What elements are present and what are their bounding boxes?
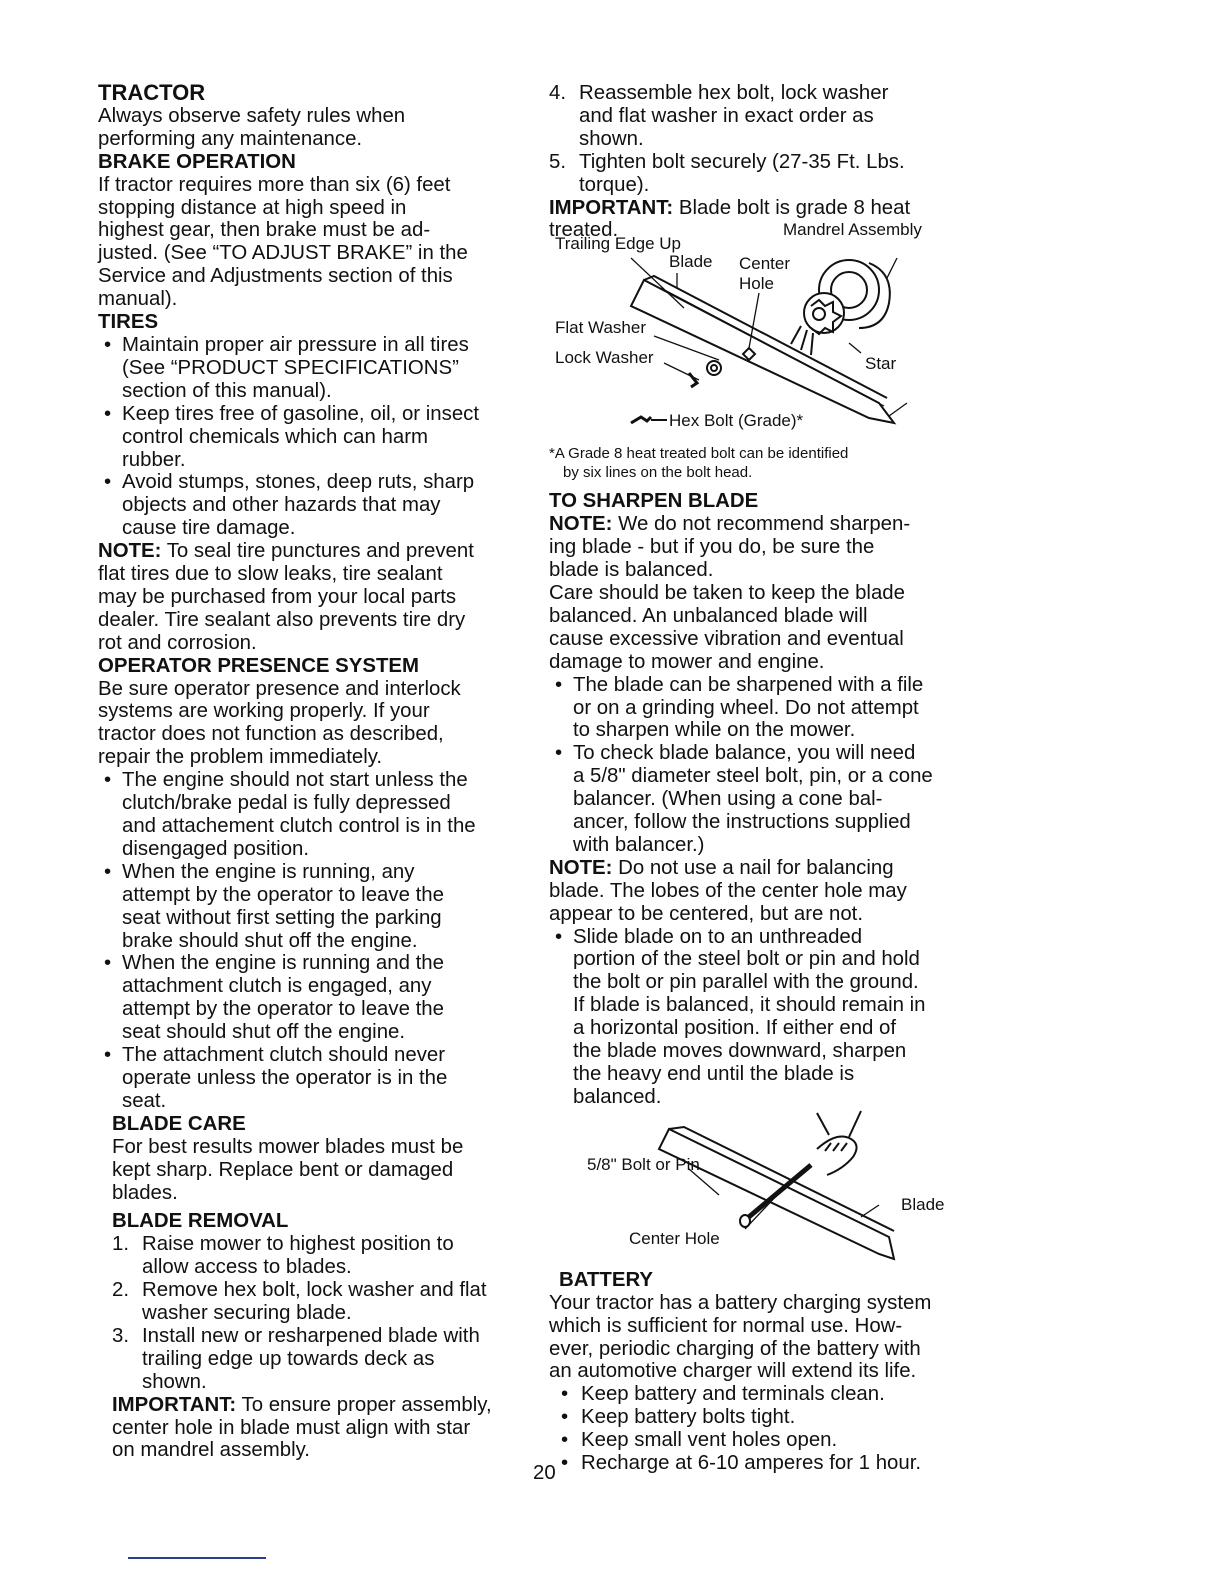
label-lock-washer: Lock Washer xyxy=(555,348,654,368)
paragraph-line: ever, periodic charging of the battery with xyxy=(549,1337,921,1360)
ops-bullet xyxy=(98,815,538,838)
paragraph-line: manual). xyxy=(98,288,178,311)
sharpen-bullet-text: a 5/8" diameter steel bolt, pin, or a cone xyxy=(573,765,933,788)
bullet-dot: • xyxy=(561,1383,569,1406)
assembly-step-text: torque). xyxy=(579,173,650,196)
tires-bullet xyxy=(98,494,538,517)
slide-bullet xyxy=(549,1017,989,1040)
removal-step-text: allow access to blades. xyxy=(142,1256,352,1279)
sharpen-bullet-text: to sharpen while on the mower. xyxy=(573,719,856,742)
section-heading-battery: BATTERY xyxy=(559,1268,654,1291)
sharpen-bullet xyxy=(549,742,989,765)
tires-note-line: flat tires due to slow leaks, tire sealant xyxy=(98,563,443,586)
ops-bullet-text: seat without first setting the parking xyxy=(122,906,442,929)
removal-step-text: trailing edge up towards deck as xyxy=(142,1347,435,1370)
tires-note-label: NOTE: xyxy=(98,540,162,563)
tires-note-line: may be purchased from your local parts xyxy=(98,585,457,608)
tires-bullet-text: Avoid stumps, stones, deep ruts, sharp xyxy=(122,471,475,494)
slide-bullet-text: portion of the steel bolt or pin and hold xyxy=(573,948,920,971)
assembly-step xyxy=(549,82,989,105)
sharpen-bullet-text: balancer. (When using a cone bal- xyxy=(573,788,883,811)
right-column xyxy=(549,82,989,1475)
battery-bullet-text: Keep small vent holes open. xyxy=(581,1429,838,1452)
paragraph-line: which is sufficient for normal use. How- xyxy=(549,1314,903,1337)
removal-steps xyxy=(98,1233,538,1393)
section-heading-blade-removal: BLADE REMOVAL xyxy=(112,1210,289,1233)
nail-note-label: NOTE: xyxy=(549,856,613,879)
battery-bullet xyxy=(549,1429,989,1452)
paragraph-line: blades. xyxy=(112,1181,178,1204)
battery-bullet xyxy=(549,1406,989,1429)
tires-note-text: To seal tire punctures and prevent xyxy=(161,540,474,563)
paragraph-line: For best results mower blades must be xyxy=(112,1135,464,1158)
paragraph-line: repair the problem immediately. xyxy=(98,746,383,769)
step-number: 3. xyxy=(112,1324,130,1347)
slide-bullet-text: the blade moves downward, sharpen xyxy=(573,1040,907,1063)
ops-bullet xyxy=(98,769,538,792)
ops-bullet-text: The attachment clutch should never xyxy=(122,1044,446,1067)
tires-bullet xyxy=(98,517,538,540)
sharpen-bullet xyxy=(549,788,989,811)
removal-step-text: Raise mower to highest position to xyxy=(142,1233,454,1256)
important-note-text: To ensure proper assembly, xyxy=(236,1393,492,1416)
battery-bullet-text: Keep battery and terminals clean. xyxy=(581,1383,885,1406)
step-number: 5. xyxy=(549,150,567,173)
ops-bullet-text: The engine should not start unless the xyxy=(122,769,468,792)
bullet-dot: • xyxy=(104,769,112,792)
paragraph-line: tractor does not function as described, xyxy=(98,723,444,746)
sharpen-bullet xyxy=(549,834,989,857)
ops-bullet-text: seat should shut off the engine. xyxy=(122,1021,406,1044)
bullet-dot: • xyxy=(555,742,563,765)
ops-bullet xyxy=(98,861,538,884)
removal-step xyxy=(112,1325,538,1348)
tires-bullet-text: Keep tires free of gasoline, oil, or insect xyxy=(122,402,480,425)
tires-note-line: dealer. Tire sealant also prevents tire dry xyxy=(98,608,466,631)
tires-bullet-text: cause tire damage. xyxy=(122,517,296,540)
assembly-step-text: shown. xyxy=(579,127,644,150)
blade-assembly-figure xyxy=(549,218,989,444)
footer-rule xyxy=(128,1557,266,1559)
ops-bullet-text: attempt by the operator to leave the xyxy=(122,883,444,906)
ops-bullet xyxy=(98,930,538,953)
paragraph-line: Service and Adjustments section of this xyxy=(98,265,453,288)
assembly-step-text: and flat washer in exact order as xyxy=(579,104,874,127)
battery-bullet-text: Recharge at 6-10 amperes for 1 hour. xyxy=(581,1452,922,1475)
bolt-important-line: treated. xyxy=(549,219,619,242)
label-trailing-edge: Trailing Edge Up xyxy=(555,234,681,254)
label-blade-2: Blade xyxy=(901,1194,945,1214)
slide-bullet xyxy=(549,926,989,949)
ops-bullet xyxy=(98,1090,538,1113)
removal-step xyxy=(112,1348,538,1371)
tires-bullet xyxy=(98,403,538,426)
tires-bullet-text: section of this manual). xyxy=(122,379,332,402)
ops-bullet-text: seat. xyxy=(122,1089,167,1112)
bullet-dot: • xyxy=(555,925,563,948)
bolt-important xyxy=(549,197,989,220)
nail-note-line: blade. The lobes of the center hole may xyxy=(549,879,907,902)
tires-bullet xyxy=(98,449,538,472)
sharpen-note-line: ing blade - but if you do, be sure the xyxy=(549,536,875,559)
important-note-line: center hole in blade must align with star xyxy=(112,1416,471,1439)
label-flat-washer: Flat Washer xyxy=(555,318,647,338)
paragraph-line: an automotive charger will extend its life. xyxy=(549,1360,917,1383)
slide-bullet xyxy=(549,1086,989,1109)
sharpen-bullet xyxy=(549,765,989,788)
paragraph-line: stopping distance at high speed in xyxy=(98,196,407,219)
bolt-important-label: IMPORTANT: xyxy=(549,196,674,219)
paragraph-line: justed. (See “TO ADJUST BRAKE” in the xyxy=(98,242,468,265)
sharpen-bullet xyxy=(549,811,989,834)
footnote-line: *A Grade 8 heat treated bolt can be identified xyxy=(549,445,849,463)
bolt-important-text: Blade bolt is grade 8 heat xyxy=(673,196,911,219)
step-number: 2. xyxy=(112,1279,130,1302)
slide-bullet xyxy=(549,971,989,994)
ops-bullet-text: attempt by the operator to leave the xyxy=(122,998,444,1021)
assembly-step-text: Tighten bolt securely (27-35 Ft. Lbs. xyxy=(579,150,905,173)
paragraph-line: systems are working properly. If your xyxy=(98,700,430,723)
tires-bullet-text: objects and other hazards that may xyxy=(122,494,441,517)
ops-bullet xyxy=(98,998,538,1021)
left-column xyxy=(98,82,538,1462)
slide-bullet xyxy=(549,994,989,1017)
battery-bullet-text: Keep battery bolts tight. xyxy=(581,1406,796,1429)
ops-bullet-text: attachment clutch is engaged, any xyxy=(122,975,432,998)
paragraph-line: Care should be taken to keep the blade xyxy=(549,581,905,604)
bullet-dot: • xyxy=(104,1044,112,1067)
paragraph-line: damage to mower and engine. xyxy=(549,650,825,673)
paragraph-line: cause excessive vibration and eventual xyxy=(549,627,904,650)
nail-note xyxy=(549,857,989,880)
ops-bullet xyxy=(98,884,538,907)
bullet-dot: • xyxy=(104,402,112,425)
sharpen-note-label: NOTE: xyxy=(549,513,613,536)
assembly-step-text: Reassemble hex bolt, lock washer xyxy=(579,82,889,104)
label-center-hole: Center Hole xyxy=(629,1228,720,1248)
slide-bullet-text: If blade is balanced, it should remain in xyxy=(573,994,926,1017)
paragraph-line: balanced. An unbalanced blade will xyxy=(549,604,868,627)
ops-bullet-text: operate unless the operator is in the xyxy=(122,1066,448,1089)
page-number: 20 xyxy=(533,1462,556,1484)
balance-check-figure xyxy=(549,1109,989,1269)
footnote-line: by six lines on the bolt head. xyxy=(563,464,753,482)
label-center: Center xyxy=(739,254,791,274)
paragraph-line: If tractor requires more than six (6) feet xyxy=(98,173,451,196)
paragraph-line: kept sharp. Replace bent or damaged xyxy=(112,1158,454,1181)
sharpen-bullet-text: or on a grinding wheel. Do not attempt xyxy=(573,696,919,719)
bullet-dot: • xyxy=(104,860,112,883)
ops-bullet-text: When the engine is running, any xyxy=(122,860,415,883)
ops-bullet xyxy=(98,1044,538,1067)
important-note-label: IMPORTANT: xyxy=(112,1393,237,1416)
nail-note-text: Do not use a nail for balancing xyxy=(612,856,894,879)
paragraph-line: Always observe safety rules when xyxy=(98,104,406,127)
slide-bullet-text: balanced. xyxy=(573,1085,662,1108)
removal-step-text: washer securing blade. xyxy=(142,1302,352,1325)
assembly-step xyxy=(549,174,989,197)
sharpen-bullet xyxy=(549,674,989,697)
battery-bullet xyxy=(549,1383,989,1406)
slide-bullet xyxy=(549,948,989,971)
sharpen-note-text: We do not recommend sharpen- xyxy=(612,513,911,536)
ops-bullet-text: and attachement clutch control is in the xyxy=(122,815,476,837)
tires-bullet-text: (See “PRODUCT SPECIFICATIONS” xyxy=(122,356,459,379)
sharpen-note xyxy=(549,513,989,536)
removal-step xyxy=(112,1256,538,1279)
ops-bullet xyxy=(98,838,538,861)
sharpen-bullet xyxy=(549,719,989,742)
ops-bullet-text: When the engine is running and the xyxy=(122,952,444,975)
balance-check-drawing xyxy=(549,1109,969,1269)
tires-bullet xyxy=(98,357,538,380)
bullet-dot: • xyxy=(104,471,112,494)
label-blade: Blade xyxy=(669,252,713,272)
removal-step xyxy=(112,1302,538,1325)
battery-bullet xyxy=(549,1452,989,1475)
bullet-dot: • xyxy=(561,1452,569,1475)
removal-step-text: Install new or resharpened blade with xyxy=(142,1324,480,1347)
label-bolt-or-pin: 5/8" Bolt or Pin xyxy=(587,1154,700,1174)
tires-note xyxy=(98,540,538,563)
slide-bullet-text: a horizontal position. If either end of xyxy=(573,1017,897,1040)
tires-bullet-text: rubber. xyxy=(122,448,186,471)
section-heading-sharpen: TO SHARPEN BLADE xyxy=(549,490,759,513)
slide-bullet-text: the bolt or pin parallel with the ground. xyxy=(573,971,919,994)
section-heading-blade-care: BLADE CARE xyxy=(112,1112,246,1135)
bullet-dot: • xyxy=(555,673,563,696)
sharpen-bullet-text: To check blade balance, you will need xyxy=(573,742,916,765)
sharpen-bullet-text: with balancer.) xyxy=(573,833,705,856)
slide-bullet xyxy=(549,1063,989,1086)
slide-bullet xyxy=(549,1040,989,1063)
label-star: Star xyxy=(865,354,897,374)
section-heading-brake: BRAKE OPERATION xyxy=(98,150,296,173)
label-hole: Hole xyxy=(739,274,774,294)
tires-note-line: rot and corrosion. xyxy=(98,631,257,654)
section-heading-tires: TIRES xyxy=(98,311,159,334)
ops-bullet-text: disengaged position. xyxy=(122,837,310,860)
tires-bullet xyxy=(98,380,538,403)
ops-bullet-text: clutch/brake pedal is fully depressed xyxy=(122,792,451,815)
nail-note-line: appear to be centered, but are not. xyxy=(549,902,864,925)
removal-step xyxy=(112,1279,538,1302)
bullet-dot: • xyxy=(561,1429,569,1452)
tires-bullet xyxy=(98,334,538,357)
paragraph-line: Your tractor has a battery charging system xyxy=(549,1291,932,1314)
assembly-step xyxy=(549,128,989,151)
removal-step xyxy=(112,1371,538,1394)
tires-bullet-text: Maintain proper air pressure in all tires xyxy=(122,333,469,356)
sharpen-bullet xyxy=(549,697,989,720)
removal-step-text: shown. xyxy=(142,1370,207,1393)
tires-bullet xyxy=(98,471,538,494)
section-heading-tractor: TRACTOR xyxy=(98,80,206,105)
ops-bullet-text: brake should shut off the engine. xyxy=(122,929,418,952)
ops-bullet xyxy=(98,907,538,930)
sharpen-note-line: blade is balanced. xyxy=(549,559,714,582)
slide-bullet-text: the heavy end until the blade is xyxy=(573,1063,855,1085)
ops-bullet xyxy=(98,1067,538,1090)
section-heading-operator-presence: OPERATOR PRESENCE SYSTEM xyxy=(98,654,420,677)
sharpen-bullet-text: The blade can be sharpened with a file xyxy=(573,673,924,696)
important-note-line: on mandrel assembly. xyxy=(112,1439,310,1462)
slide-bullet-text: Slide blade on to an unthreaded xyxy=(573,925,863,948)
ops-bullet xyxy=(98,975,538,998)
tires-bullet xyxy=(98,426,538,449)
bullet-dot: • xyxy=(104,952,112,975)
step-number: 1. xyxy=(112,1233,130,1256)
bullet-dot: • xyxy=(104,333,112,356)
assembly-step xyxy=(549,105,989,128)
ops-bullet xyxy=(98,952,538,975)
bullet-dot: • xyxy=(561,1406,569,1429)
removal-step xyxy=(112,1233,538,1256)
paragraph-line: Be sure operator presence and interlock xyxy=(98,677,461,700)
paragraph-line: performing any maintenance. xyxy=(98,127,363,150)
label-hex-bolt: Hex Bolt (Grade)* xyxy=(669,411,804,431)
tires-bullet-text: control chemicals which can harm xyxy=(122,425,428,448)
label-mandrel-assembly: Mandrel Assembly xyxy=(783,220,922,240)
assembly-step xyxy=(549,151,989,174)
paragraph-line: highest gear, then brake must be ad- xyxy=(98,219,431,242)
step-number: 4. xyxy=(549,82,567,104)
sharpen-bullet-text: ancer, follow the instructions supplied xyxy=(573,811,911,834)
ops-bullet xyxy=(98,1021,538,1044)
important-note xyxy=(98,1394,538,1417)
ops-bullet xyxy=(98,792,538,815)
removal-step-text: Remove hex bolt, lock washer and flat xyxy=(142,1279,487,1302)
